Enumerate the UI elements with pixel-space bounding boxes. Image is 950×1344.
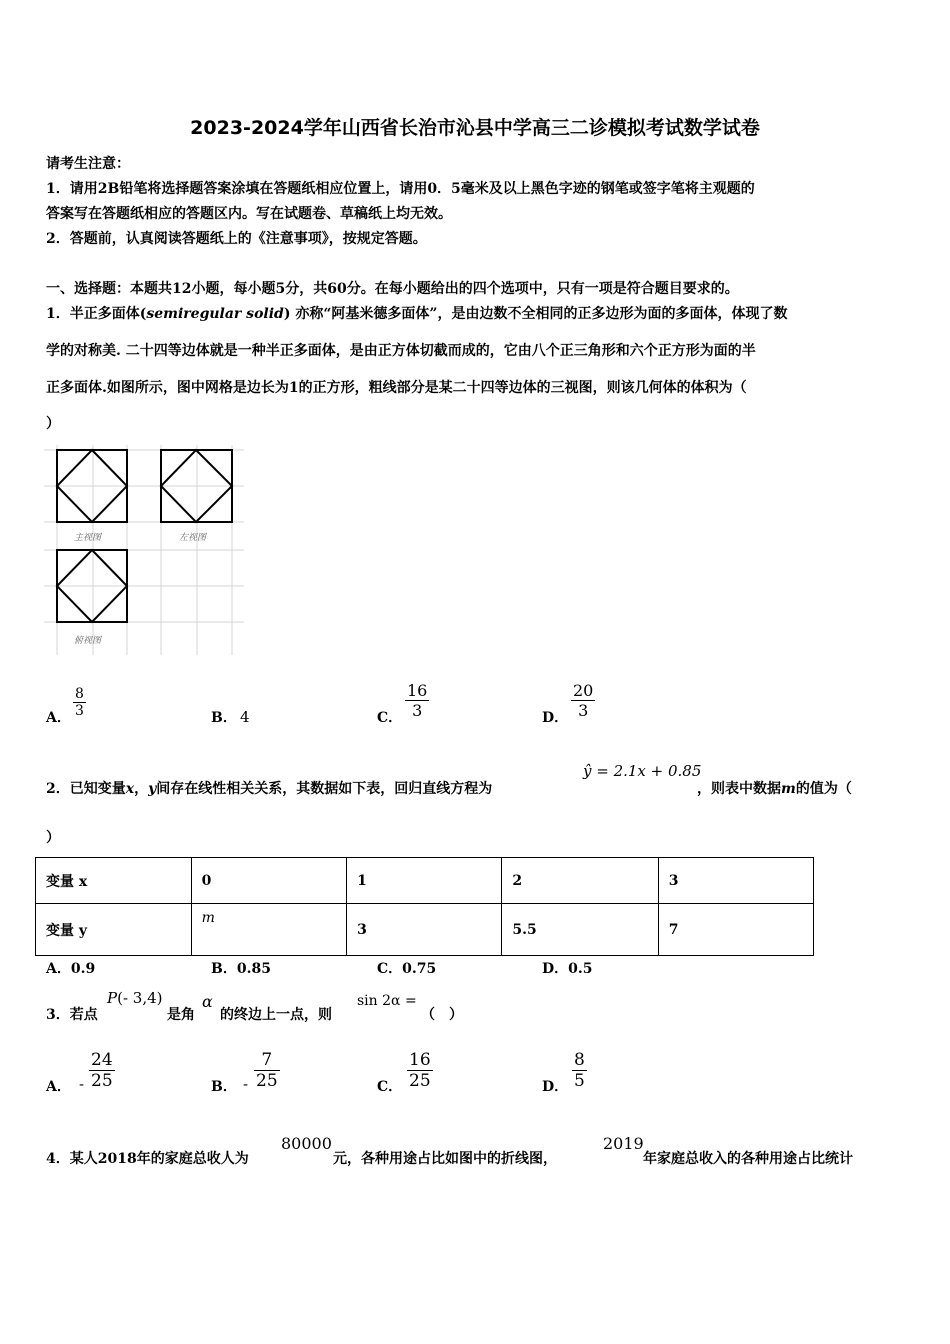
q3-option-a-denominator: 25 (91, 1071, 113, 1091)
table-cell: 变量 x (36, 858, 192, 904)
q3-option-c-denominator: 25 (409, 1071, 431, 1091)
q1-option-a-label: A． (46, 710, 71, 726)
q1-option-c-fraction (405, 681, 429, 720)
q3-text-c: 的终边上一点，则 (220, 1007, 332, 1023)
option-label: A． (46, 961, 71, 977)
table-cell: 1 (347, 858, 502, 904)
q3-option-c-numerator: 16 (409, 1050, 431, 1070)
table-cell: 3 (347, 904, 502, 956)
q2-option-b (211, 958, 271, 978)
q3-option-a-sign: - (79, 1075, 85, 1093)
q3-option-b-sign: - (243, 1075, 249, 1093)
top-view-label: 俯视图 (74, 636, 102, 646)
table-cell: m (191, 904, 347, 956)
q2-text-d: 的值为（ (795, 781, 852, 797)
q4-text-c: 年家庭总收入的各种用途占比统计 (643, 1151, 853, 1167)
q2-text-a: 2．已知变量 (46, 781, 126, 797)
option-value: 0.75 (402, 961, 437, 977)
q1-option-a-fraction (73, 686, 86, 719)
table-row (36, 904, 814, 956)
q2-text-b: 间存在线性相关关系，其数据如下表，回归直线方程为 (156, 781, 493, 797)
q2-line-1-end (697, 778, 852, 798)
q2-var-y: y (148, 781, 157, 797)
notice-line-1b: 答案写在答题纸相应的答题区内。写在试题卷、草稿纸上均无效。 (46, 206, 452, 222)
option-value: 0.9 (70, 961, 96, 977)
front-view-label: 主视图 (74, 533, 102, 543)
q2-regression-equation: ŷ = 2.1x + 0.85 (583, 762, 702, 780)
option-label: D． (542, 961, 569, 977)
q2-line-1 (46, 778, 492, 798)
q2-option-c (377, 958, 436, 978)
q1-option-a-numerator: 8 (75, 686, 84, 702)
q1-option-c-denominator: 3 (412, 701, 423, 720)
table-row (36, 858, 814, 904)
q3-option-c-fraction (407, 1050, 433, 1091)
q3-option-b-numerator: 7 (261, 1050, 273, 1070)
q3-option-d-numerator: 8 (574, 1050, 585, 1070)
q3-option-b-label: B． (211, 1079, 237, 1095)
q3-point (107, 989, 163, 1007)
q2-var-x: x (125, 781, 135, 797)
q3-option-c-label: C． (377, 1079, 403, 1095)
q1-option-b-value: 4 (240, 708, 250, 726)
q2-var-m: m (781, 781, 796, 797)
table-cell: 3 (658, 858, 813, 904)
q1-option-b-label: B． (211, 710, 237, 726)
point-name: P (107, 989, 118, 1007)
q3-text-a: 3．若点 (46, 1007, 98, 1023)
q1-option-c-numerator: 16 (407, 681, 428, 700)
table-cell: 2 (502, 858, 658, 904)
section-heading: 一、选择题：本题共12小题，每小题5分，共60分。在每小题给出的四个选项中，只有一项是符合题目要求的。 (46, 281, 739, 297)
q1-line-1 (46, 303, 787, 323)
q3-option-a-fraction (89, 1050, 115, 1091)
q1-line-4: ） (46, 416, 60, 432)
side-view-label: 左视图 (179, 533, 207, 543)
q1-option-d-label: D． (542, 710, 569, 726)
q4-text-b: 元，各种用途占比如图中的折线图， (333, 1151, 557, 1167)
table-cell: 7 (658, 904, 813, 956)
q1-line-3: 正多面体.如图所示，图中网格是边长为1的正方形，粗线部分是某二十四等边体的三视图，则该几何体的体积为（ (46, 380, 747, 396)
table-cell: 5.5 (502, 904, 658, 956)
q2-option-d (542, 958, 593, 978)
table-cell: 变量 y (36, 904, 192, 956)
q3-option-a-label: A． (46, 1079, 71, 1095)
q2-text-c: ，则表中数据 (697, 781, 781, 797)
notice-heading: 请考生注意： (46, 156, 130, 172)
q2-close-paren: ） (46, 830, 60, 846)
notice-line-2: 2．答题前，认真阅读答题纸上的《注意事项》，按规定答题。 (46, 231, 427, 247)
q2-comma: ， (134, 781, 149, 797)
page-title: 2023-2024学年山西省长治市沁县中学高三二诊模拟考试数学试卷 (190, 117, 760, 139)
q1-line-2: 学的对称美. 二十四等边体就是一种半正多面体，是由正方体切截而成的，它由八个正三角形和六个正方形为面的半 (46, 343, 756, 359)
option-label: B． (211, 961, 237, 977)
q4-amount: 80000 (281, 1134, 332, 1153)
q3-option-b-fraction (254, 1050, 280, 1091)
q3-option-a-numerator: 24 (91, 1050, 113, 1070)
table-cell: 0 (191, 858, 347, 904)
q3-option-d-denominator: 5 (574, 1071, 585, 1091)
option-label: C． (377, 961, 403, 977)
q1-text-b: ) 亦称“阿基米德多面体”，是由边数不全相同的正多边形为面的多面体，体现了数 (283, 306, 788, 322)
q1-term: semiregular solid (146, 306, 284, 322)
q4-text-a: 4．某人2018年的家庭总收人为 (46, 1151, 249, 1167)
q1-option-d-numerator: 20 (573, 681, 594, 700)
q3-expression: sin 2α = (357, 993, 417, 1009)
notice-line-1: 1．请用2B铅笔将选择题答案涂填在答题纸相应位置上，请用0．5毫米及以上黑色字迹的钢笔或签字笔将主观题的 (46, 181, 755, 197)
q1-option-c-label: C． (377, 710, 403, 726)
option-value: 0.85 (236, 961, 271, 977)
q3-paren: （ ） (421, 1007, 463, 1023)
q4-year: 2019 (603, 1134, 644, 1153)
option-value: 0.5 (568, 961, 593, 977)
q3-option-d-label: D． (542, 1079, 569, 1095)
q2-data-table (35, 857, 814, 956)
q1-option-a-denominator: 3 (75, 703, 84, 719)
q3-text-b: 是角 (167, 1007, 195, 1023)
q3-option-d-fraction (572, 1050, 587, 1091)
q2-option-a (46, 958, 95, 978)
q1-option-d-denominator: 3 (578, 701, 589, 720)
q1-text-a: 1．半正多面体( (46, 306, 147, 322)
q1-option-d-fraction (571, 681, 595, 720)
q3-alpha: α (202, 992, 213, 1011)
three-views-figure (44, 445, 248, 657)
q3-option-b-denominator: 25 (256, 1071, 278, 1091)
point-coords: (- 3,4) (117, 989, 163, 1007)
